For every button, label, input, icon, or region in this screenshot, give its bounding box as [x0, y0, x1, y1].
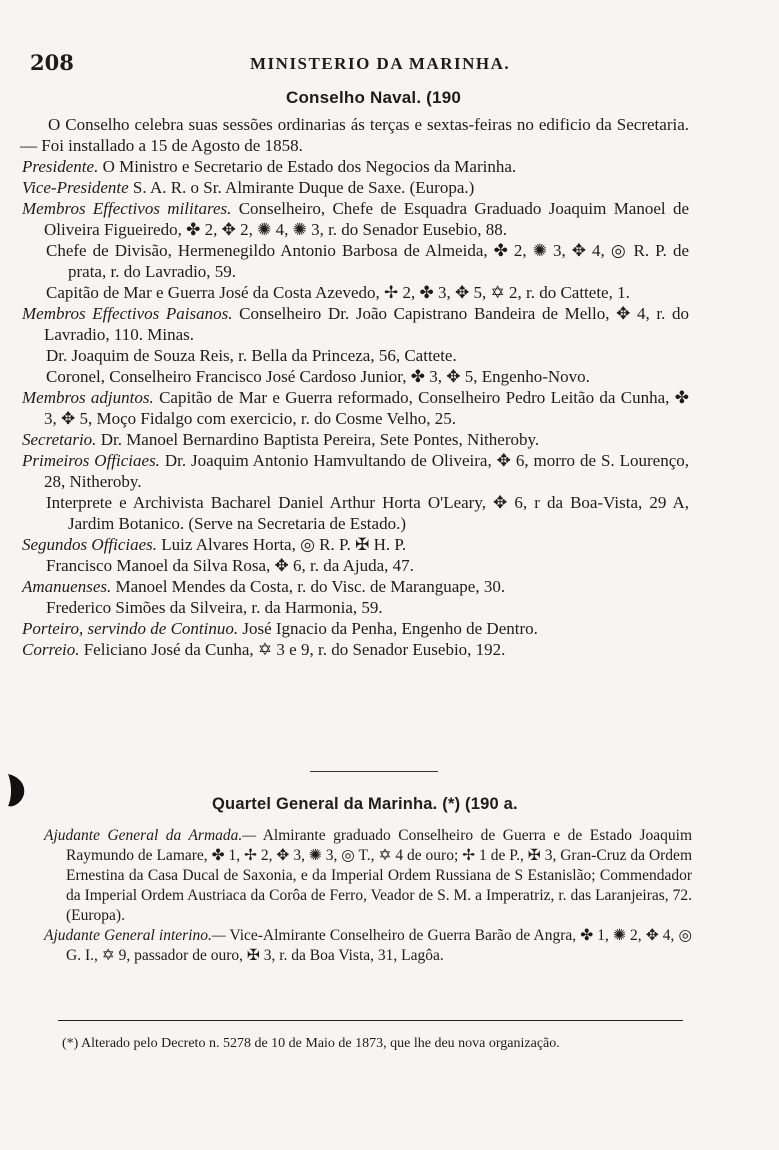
amanuenses-entry	[22, 576, 689, 597]
page-number: 208	[30, 50, 74, 75]
ajudante-interino-label: Ajudante General interino.—	[44, 927, 226, 944]
footnote: (*) Alterado pelo Decreto n. 5278 de 10 de Maio de 1873, que lhe deu nova organização.	[62, 1036, 560, 1051]
ajudante-general-label: Ajudante General da Armada.—	[44, 827, 257, 844]
membros-paisanos-text: Conselheiro Dr. João Capistrano Bandeira de Mello, ✥ 4, r. do Lavradio, 110. Minas.	[44, 304, 690, 344]
amanuenses-text: Manoel Mendes da Costa, r. do Visc. de Maranguape, 30.	[115, 577, 506, 596]
membros-militares-label: Membros Effectivos militares.	[22, 199, 232, 218]
segundos-officiaes-text: Luiz Alvares Horta, ◎ R. P. ✠ H. P.	[161, 535, 407, 554]
membros-adjuntos-label: Membros adjuntos.	[22, 388, 154, 407]
membros-adjuntos-entry	[22, 387, 689, 429]
amanuense-2-entry: Frederico Simões da Silveira, r. da Harmonia, 59.	[46, 598, 383, 617]
presidente-entry	[22, 156, 689, 177]
quartel-general-section	[44, 826, 693, 966]
membros-militares-text: Conselheiro, Chefe de Esquadra Graduado Joaquim Manoel de Oliveira Figueiredo, ✤ 2, ✥ 2, ✺ 4, ✺ 3, r. do Senador Eusebio, 88.	[44, 199, 690, 239]
quartel-general-title: Quartel General da Marinha. (*) (190 a.	[212, 795, 518, 813]
ajudante-interino-text: Vice-Almirante Conselheiro de Guerra Barão de Angra, ✤ 1, ✺ 2, ✥ 4, ◎ G. I., ✡ 9, passador de ouro, ✠ 3, r. da Boa Vista, 31, Lagôa.	[66, 927, 692, 964]
segundo-2-entry: Francisco Manoel da Silva Rosa, ✥ 6, r. da Ajuda, 47.	[46, 556, 414, 575]
amanuenses-label: Amanuenses.	[22, 577, 112, 596]
paisano-2-entry: Dr. Joaquim de Souza Reis, r. Bella da Princeza, 56, Cattete.	[46, 346, 457, 365]
presidente-label: Presidente.	[22, 157, 99, 176]
section-divider	[310, 771, 438, 772]
porteiro-entry	[22, 618, 689, 639]
conselho-intro: O Conselho celebra suas sessões ordinarias ás terças e sextas-feiras no edificio da Secretaria. — Foi installado a 15 de Agosto de 1858.	[20, 115, 689, 155]
segundos-officiaes-label: Segundos Officiaes.	[22, 535, 158, 554]
membros-paisanos-entry	[22, 303, 689, 345]
segundos-officiaes-entry	[22, 534, 689, 555]
militar-3-entry: Capitão de Mar e Guerra José da Costa Azevedo, ✢ 2, ✤ 3, ✥ 5, ✡ 2, r. do Cattete, 1.	[46, 283, 630, 302]
ajudante-general-text: Almirante graduado Conselheiro de Guerra e de Estado Joaquim Raymundo de Lamare, ✤ 1, ✢ 2, ✥ 3, ✺ 3, ◎ T., ✡ 4 de ouro; ✢ 1 de P., ✠ 3, Gran-Cruz da Ordem Ernestina da Casa Ducal de Saxonia, e da Imperial Ordem Russiana de S Estanislão; Commendador da Imperial Ordem Austriaca da Corôa de Ferro, Veador de S. M. a Imperatriz, r. das Laranjeiras, 72. (Europa).	[66, 827, 693, 924]
correio-entry	[22, 639, 689, 660]
conselho-naval-section	[20, 114, 690, 660]
correio-text: Feliciano José da Cunha, ✡ 3 e 9, r. do Senador Eusebio, 192.	[83, 640, 506, 659]
vice-presidente-text: S. A. R. o Sr. Almirante Duque de Saxe. (Europa.)	[132, 178, 475, 197]
membros-paisanos-label: Membros Effectivos Paisanos.	[22, 304, 233, 323]
vice-presidente-label: Vice-Presidente	[22, 178, 129, 197]
membros-adjuntos-text: Capitão de Mar e Guerra reformado, Conselheiro Pedro Leitão da Cunha, ✤ 3, ✥ 5, Moço Fidalgo com exercicio, r. do Cosme Velho, 25.	[44, 388, 690, 428]
ajudante-interino-entry	[44, 926, 692, 966]
page-header	[30, 50, 730, 78]
militar-2-entry: Chefe de Divisão, Hermenegildo Antonio Barbosa de Almeida, ✤ 2, ✺ 3, ✥ 4, ◎ R. P. de prata, r. do Lavradio, 59.	[46, 241, 689, 281]
primeiros-officiaes-entry	[22, 450, 689, 492]
secretario-text: Dr. Manoel Bernardino Baptista Pereira, Sete Pontes, Nitheroby.	[100, 430, 540, 449]
correio-label: Correio.	[22, 640, 80, 659]
secretario-entry	[22, 429, 689, 450]
ink-blot	[0, 770, 30, 810]
interprete-entry: Interprete e Archivista Bacharel Daniel Arthur Horta O'Leary, ✥ 6, r da Boa-Vista, 29 A, Jardim Botanico. (Serve na Secretaria de Estado.)	[46, 493, 689, 533]
paisano-3-entry: Coronel, Conselheiro Francisco José Cardoso Junior, ✤ 3, ✥ 5, Engenho-Novo.	[46, 367, 590, 386]
porteiro-label: Porteiro, servindo de Continuo.	[22, 619, 239, 638]
conselho-naval-title: Conselho Naval. (190	[286, 88, 462, 107]
membros-militares-entry	[22, 198, 689, 240]
ajudante-general-entry	[44, 826, 692, 926]
running-head: MINISTERIO DA MARINHA.	[250, 54, 511, 73]
secretario-label: Secretario.	[22, 430, 97, 449]
footnote-rule	[58, 1020, 683, 1021]
primeiros-officiaes-label: Primeiros Officiaes.	[22, 451, 160, 470]
vice-presidente-entry	[22, 177, 689, 198]
primeiros-officiaes-text: Dr. Joaquim Antonio Hamvultando de Oliveira, ✥ 6, morro de S. Lourenço, 28, Nitheroby.	[44, 451, 689, 491]
presidente-text: O Ministro e Secretario de Estado dos Negocios da Marinha.	[102, 157, 517, 176]
porteiro-text: José Ignacio da Penha, Engenho de Dentro.	[242, 619, 538, 638]
